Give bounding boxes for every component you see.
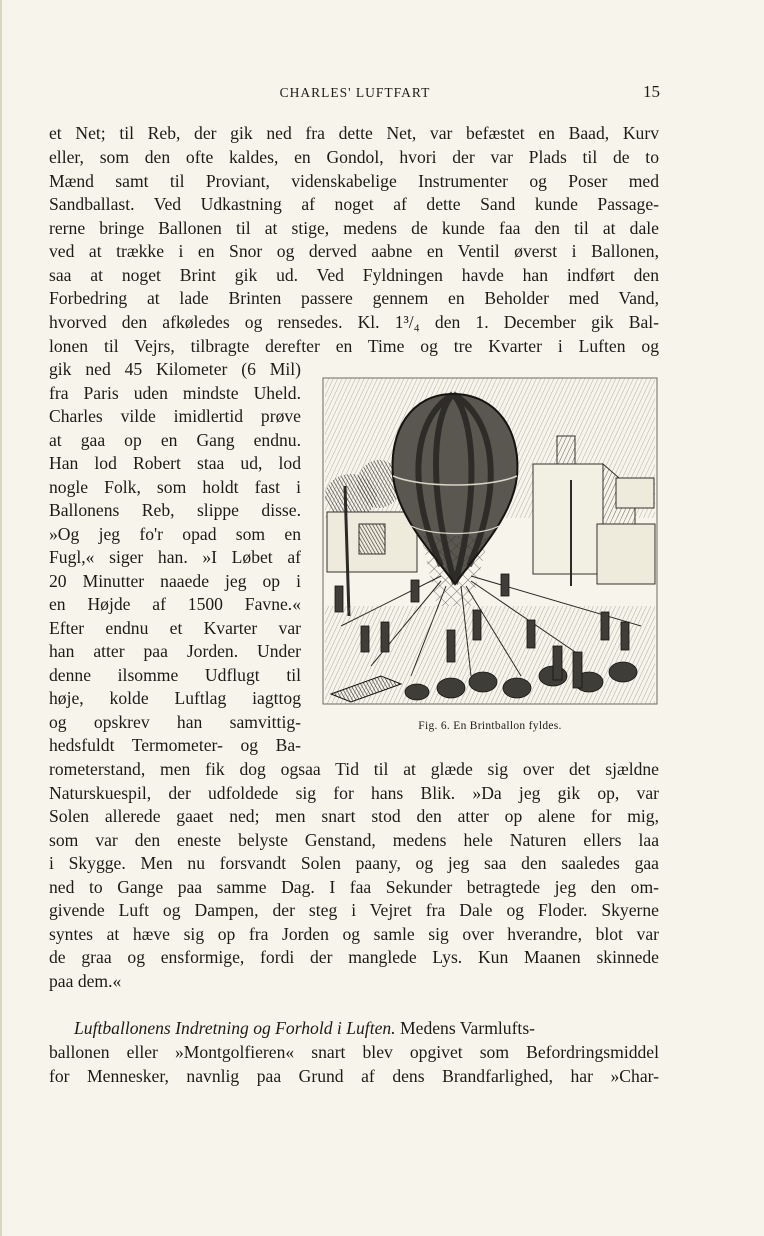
text-line: givende Luft og Dampen, der steg i Vejret fra Dale og Floder. Skyerne <box>49 900 659 920</box>
text-line: paa dem.« <box>49 971 122 991</box>
text-line: og opskrev han samvittig- <box>49 712 301 732</box>
text-line: hedsfuldt Termometer- og Ba- <box>49 735 301 755</box>
text-line: syntes at hæve sig op fra Jorden og samle sig over hverandre, blot var <box>49 924 659 944</box>
text-line: rometerstand, men fik dog ogsaa Tid til at glæde sig over det sjældne <box>49 759 659 779</box>
text-line <box>74 1016 659 1040</box>
text-line: »Og jeg fo'r opad som en <box>49 524 301 544</box>
text-line: Charles vilde imidlertid prøve <box>49 406 301 426</box>
text-line: de graa og ensformige, fordi der manglede Lys. Kun Maanen skinnede <box>49 947 659 967</box>
text-line: Fugl,« siger han. »I Løbet af <box>49 547 301 567</box>
text-line: ved at trække i en Snor og derved aabne en Ventil øverst i Ballonen, <box>49 241 659 261</box>
figure-hydrogen-balloon <box>321 376 659 706</box>
text-line: Forbedring at lade Brinten passere gennem en Beholder med Vand, <box>49 288 659 308</box>
text-line: et Net; til Reb, der gik ned fra dette Net, var befæstet en Baad, Kurv <box>49 123 659 143</box>
running-head: CHARLES' LUFTFART <box>279 85 431 100</box>
text-line: at gaa op en Gang endnu. <box>49 430 301 450</box>
text-line: for Mennesker, navnlig paa Grund af dens Brandfarlighed, har »Char- <box>49 1066 659 1086</box>
text-line: en Højde af 1500 Favne.« <box>49 594 301 614</box>
text-line: eller, som den ofte kaldes, en Gondol, hvori der var Plads til de to <box>49 147 659 167</box>
text-line: høje, kolde Luftlag iagttog <box>49 688 301 708</box>
text-line: nogle Folk, som holdt fast i <box>49 477 301 497</box>
text-line: som var den eneste belyste Genstand, medens hele Naturen ellers laa <box>49 830 659 850</box>
text-line: hvorved den afkøledes og rensedes. Kl. 1³/₄ den 1. December gik Bal- <box>49 312 659 332</box>
text-line: Solen allerede gaaet ned; men snart stod den atter op alene for mig, <box>49 806 659 826</box>
text-line: ned to Gange paa samme Dag. I faa Sekunder betragtede jeg den om- <box>49 877 659 897</box>
text-line: han atter paa Jorden. Under <box>49 641 301 661</box>
figure-caption: Fig. 6. En Brintballon fyldes. <box>418 720 562 732</box>
text-line: rerne bringe Ballonen til at stige, medens de kunde faa den til at dale <box>49 218 659 238</box>
text-run: Medens Varmlufts- <box>395 1018 536 1038</box>
text-line: Han lod Robert staa ud, lod <box>49 453 301 473</box>
text-line: i Skygge. Men nu forsvandt Solen paany, og jeg saa den saaledes gaa <box>49 853 659 873</box>
section-run-in-heading: Luftballonens Indretning og Forhold i Luften. <box>74 1018 396 1038</box>
text-line: Mænd samt til Proviant, videnskabelige Instrumenter og Poser med <box>49 171 659 191</box>
text-line: Efter endnu et Kvarter var <box>49 618 301 638</box>
text-line: gik ned 45 Kilometer (6 Mil) <box>49 359 301 379</box>
text-line: fra Paris uden mindste Uheld. <box>49 383 301 403</box>
text-line: 20 Minutter naaede jeg op i <box>49 571 301 591</box>
page-header <box>48 82 662 106</box>
text-line: saa at noget Brint gik ud. Ved Fyldningen havde han indført den <box>49 265 659 285</box>
text-line: lonen til Vejrs, tilbragte derefter en Time og tre Kvarter i Luften og <box>49 336 659 356</box>
hydrogen-balloon-engraving-icon <box>321 376 659 706</box>
text-line: denne ilsomme Udflugt til <box>49 665 301 685</box>
text-line: Sandballast. Ved Udkastning af noget af dette Sand kunde Passage- <box>49 194 659 214</box>
page-number: 15 <box>643 82 660 101</box>
text-line: ballonen eller »Montgolfieren« snart blev opgivet som Befordringsmiddel <box>49 1042 659 1062</box>
text-line: Ballonens Reb, slippe disse. <box>49 500 301 520</box>
text-line: Naturskuespil, der udfoldede sig for hans Blik. »Da jeg gik op, var <box>49 783 659 803</box>
